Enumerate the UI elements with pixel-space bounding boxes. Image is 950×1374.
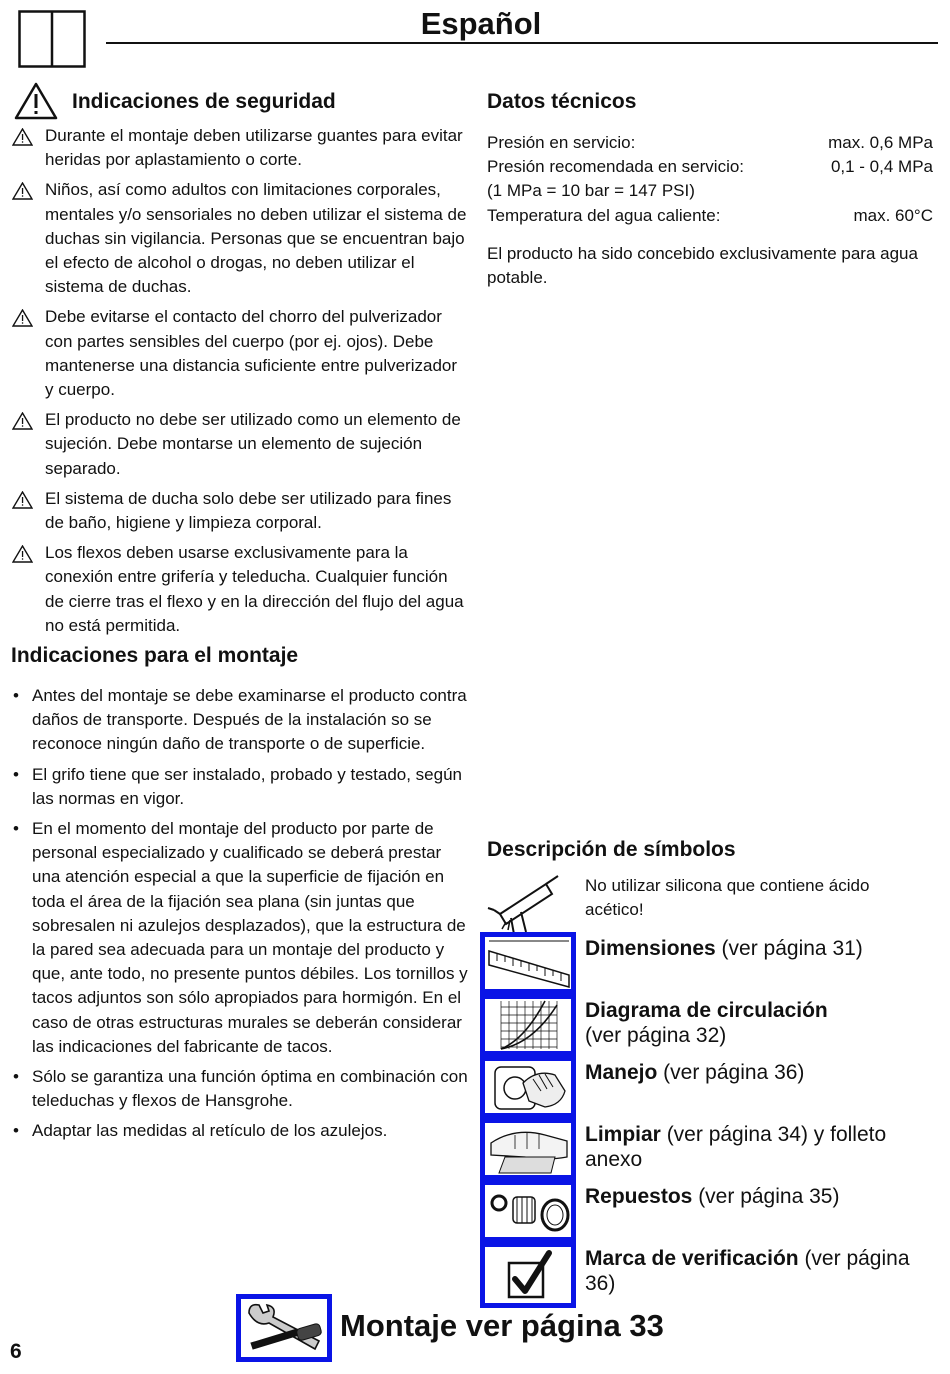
mounting-reference-title: Montaje ver página 33 bbox=[340, 1308, 664, 1343]
symbol-text bbox=[585, 1122, 935, 1172]
symbol-row-operation bbox=[480, 1056, 935, 1118]
symbol-row-cleaning bbox=[480, 1118, 935, 1180]
mounting-item bbox=[12, 1119, 470, 1143]
symbol-label: Dimensiones bbox=[585, 937, 716, 960]
symbol-frame bbox=[480, 932, 576, 994]
safety-item-text: Los flexos deben usarse exclusivamente para la conexión entre grifería y teleducha. Cualquier función de cierre tras el flexo y en la dirección del flujo del agua no está permitida. bbox=[45, 543, 464, 635]
tech-row bbox=[487, 155, 933, 179]
mounting-title: Indicaciones para el montaje bbox=[11, 644, 299, 667]
symbol-frame bbox=[480, 994, 576, 1056]
technical-title: Datos técnicos bbox=[487, 90, 637, 113]
symbol-ref: (ver página 35) bbox=[692, 1185, 840, 1208]
book-icon bbox=[18, 10, 86, 68]
symbol-frame bbox=[480, 1056, 576, 1118]
symbol-row-dimensions bbox=[480, 932, 935, 994]
symbol-frame bbox=[480, 1118, 576, 1180]
warning-icon bbox=[12, 309, 33, 327]
symbol-label: Diagrama de circulación bbox=[585, 999, 828, 1022]
symbol-label: Repuestos bbox=[585, 1185, 693, 1208]
warning-icon bbox=[12, 491, 33, 509]
symbol-label: Manejo bbox=[585, 1061, 658, 1084]
symbol-ref: (ver página 32) bbox=[585, 1024, 727, 1047]
safety-title: Indicaciones de seguridad bbox=[72, 90, 336, 113]
tech-row bbox=[487, 131, 933, 155]
safety-item-text: El producto no debe ser utilizado como un elemento de sujeción. Debe montarse un elemento de sujeción separado. bbox=[45, 410, 461, 478]
symbol-text bbox=[585, 1060, 935, 1085]
safety-item bbox=[12, 305, 470, 402]
symbol-frame bbox=[480, 1242, 576, 1308]
safety-item-text: Debe evitarse el contacto del chorro del pulverizador con partes sensibles del cuerpo (por ej. ojos). Debe mantenerse una distancia suficiente entre pulverizador y cuerpo. bbox=[45, 307, 458, 400]
symbol-label: Marca de verificación bbox=[585, 1247, 799, 1270]
tech-label: Temperatura del agua caliente: bbox=[487, 205, 721, 225]
warning-icon bbox=[12, 412, 33, 430]
page-number: 6 bbox=[10, 1340, 22, 1363]
warning-icon bbox=[12, 545, 33, 563]
warning-icon bbox=[12, 182, 33, 200]
ruler-icon bbox=[485, 937, 571, 989]
checkmark-icon bbox=[485, 1247, 571, 1303]
bullet-icon: • bbox=[13, 686, 19, 705]
symbol-text bbox=[585, 1246, 935, 1296]
mounting-item bbox=[12, 763, 470, 811]
cleaning-hand-icon bbox=[485, 1123, 571, 1175]
technical-note: El producto ha sido concebido exclusivamente para agua potable. bbox=[487, 243, 918, 288]
mounting-item-text: El grifo tiene que ser instalado, probado y testado, según las normas en vigor. bbox=[32, 764, 463, 808]
tech-row bbox=[487, 204, 933, 228]
tech-value: max. 0,6 MPa bbox=[828, 133, 933, 152]
bullet-icon: • bbox=[13, 1067, 19, 1087]
silicone-gun-icon bbox=[486, 874, 578, 934]
safety-item-text: Durante el montaje deben utilizarse guantes para evitar heridas por aplastamiento o corte. bbox=[45, 126, 463, 170]
header-rule bbox=[106, 42, 938, 44]
symbol-row-flow bbox=[480, 994, 935, 1056]
bullet-icon: • bbox=[13, 764, 19, 784]
mounting-item bbox=[12, 1065, 470, 1113]
mounting-item bbox=[12, 817, 470, 1059]
safety-item bbox=[12, 178, 470, 299]
mounting-item-text: Antes del montaje se debe examinarse el producto contra daños de transporte. Después de la instalación so se reconoce ningún daño de transporte o de superficie. bbox=[32, 686, 467, 754]
spare-parts-icon bbox=[485, 1185, 571, 1237]
safety-item-text: El sistema de ducha solo debe ser utilizado para fines de baño, higiene y limpieza corporal. bbox=[45, 488, 452, 533]
mounting-symbol-frame bbox=[236, 1294, 332, 1362]
symbols-title: Descripción de símbolos bbox=[487, 838, 736, 861]
symbol-frame bbox=[480, 1180, 576, 1242]
symbol-ref: (ver página 36) bbox=[657, 1061, 805, 1084]
tech-row bbox=[487, 179, 933, 203]
wrench-screwdriver-icon bbox=[241, 1299, 327, 1357]
tech-value: 0,1 - 0,4 MPa bbox=[830, 157, 933, 177]
symbol-row-checkmark bbox=[480, 1242, 935, 1308]
bullet-icon: • bbox=[13, 819, 19, 839]
warning-icon bbox=[12, 128, 33, 146]
safety-item bbox=[12, 124, 470, 172]
hand-operation-icon bbox=[485, 1061, 571, 1113]
silicone-note: No utilizar silicona que contiene ácido acético! bbox=[585, 876, 870, 920]
symbol-ref: (ver página 36) bbox=[585, 1247, 910, 1295]
safety-list bbox=[12, 124, 470, 644]
tech-value: max. 60°C bbox=[853, 205, 933, 225]
safety-item-text: Niños, así como adultos con limitaciones corporales, mentales y/o sensoriales no deben utilizar el sistema de duchas sin vigilancia. Personas que se encuentran bajo el efecto de alcohol o drogas, no deben utilizar el sistema de duchas. bbox=[45, 180, 467, 297]
language-title: Español bbox=[380, 6, 582, 42]
symbol-text bbox=[585, 936, 935, 961]
mounting-item-text: Adaptar las medidas al retículo de los azulejos. bbox=[32, 1121, 388, 1141]
mounting-item-text: En el momento del montaje del producto por parte de personal especializado y cualificado se deberá prestar una atención especial a que la superficie de fijación en toda el área de la fijación sea plana (sin juntas que sobresalen ni azulejos desplazados), que la estructura de la pared sea adecuada para un montaje del producto y que, ante todo, no presente puntos débiles. Los tornillos y tacos adjuntos son sólo apropiados para hormigón. En el caso de otras estructuras murales se deberán considerar las indicaciones del fabricante de tacos. bbox=[32, 819, 468, 1056]
tech-label: Presión recomendada en servicio: bbox=[487, 157, 745, 177]
symbol-text bbox=[585, 1184, 935, 1209]
technical-table bbox=[487, 131, 933, 290]
symbol-ref: (ver página 31) bbox=[715, 937, 863, 960]
safety-item bbox=[12, 487, 470, 535]
symbol-text bbox=[585, 998, 935, 1048]
tech-label: Presión en servicio: bbox=[487, 133, 636, 152]
mounting-item bbox=[12, 684, 470, 757]
bullet-icon: • bbox=[13, 1121, 19, 1141]
symbol-row-spare-parts bbox=[480, 1180, 935, 1242]
symbol-ref: (ver página 34) y folleto anexo bbox=[585, 1123, 887, 1171]
flow-chart-icon bbox=[485, 999, 571, 1051]
safety-item bbox=[12, 408, 470, 481]
mounting-item-text: Sólo se garantiza una función óptima en combinación con teleduchas y flexos de Hansgrohe. bbox=[32, 1067, 468, 1111]
symbol-label: Limpiar bbox=[585, 1123, 661, 1146]
safety-item bbox=[12, 541, 470, 638]
tech-label: (1 MPa = 10 bar = 147 PSI) bbox=[487, 181, 695, 201]
warning-icon bbox=[14, 82, 58, 120]
mounting-list bbox=[12, 684, 470, 1150]
